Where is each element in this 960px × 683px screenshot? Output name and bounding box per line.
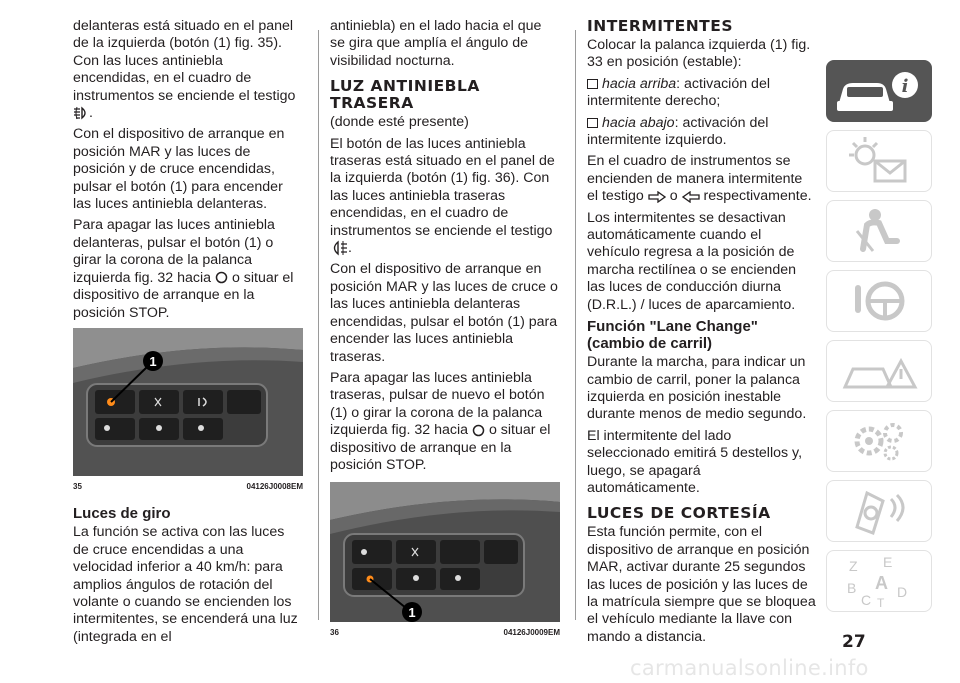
index-letters-icon [827,551,931,611]
chapter-tab-safety[interactable] [826,200,932,262]
figure-callout: 1 [149,353,157,369]
paragraph: Esta función permite, con el dispositivo de arranque en posición MAR, activar durante 25 segundos las luces de posición y las luces de la matrícula siempre que se bloquea el vehículo mediante la llave con mando a distancia. [587,524,816,645]
paragraph: Con el dispositivo de arranque en posición MAR y las luces de cruce o las luces antiniebla delanteras encendidas, pulsar el botón (1) para encender las luces antiniebla traseras. [330,261,558,365]
turn-left-arrow-icon [682,191,700,203]
chapter-tab-driving[interactable] [826,270,932,332]
paragraph-text: Para apagar las luces antiniebla traseras, pulsar de nuevo el botón (1) o girar la corona de la palanca izquierda fig. 32 hacia [330,369,545,439]
paragraph: El intermitente del lado seleccionado emitirá 5 destellos y, luego, se apagará automáticamente. [587,427,803,496]
column-1 [73,18,303,650]
paragraph: Colocar la palanca izquierda (1) fig. 33 en posición (estable): [587,37,811,71]
paragraph-text: En el cuadro de instrumentos se encienden de manera intermitente el testigo [587,153,803,205]
index-letter: B [847,580,857,596]
index-letter: A [875,573,888,593]
chapter-sidebar [826,60,932,620]
multimedia-icon [827,481,931,541]
section-heading: Luces de giro [73,505,171,523]
index-letter: Z [849,558,858,574]
figure-code: 04126J0008EM [246,481,303,491]
front-fog-light-icon [73,106,89,120]
rear-fog-light-icon [330,240,348,256]
list-item-emphasis: hacia abajo [602,114,675,131]
paragraph [330,136,560,258]
turn-right-arrow-icon [648,191,666,203]
index-letter: E [883,554,893,570]
steering-wheel-icon [827,271,931,331]
light-switch-panel-illustration [330,482,560,622]
light-switch-panel-illustration [73,328,303,476]
figure-caption [330,624,560,641]
paragraph-text: delanteras está situado en el panel de la izquierda (botón (1) fig. 35). Con las luces antiniebla encendidas, en el cuadro de instrumentos se enciende el testigo [73,18,296,104]
ring-off-icon [215,271,228,284]
paragraph-text: Para apagar las luces antiniebla delanteras, pulsar el botón (1) o girar la corona de la palanca izquierda fig. 32 hacia [73,217,275,286]
figure-callout: 1 [408,605,416,621]
paragraph [587,153,817,205]
paragraph [73,18,303,122]
paragraph [73,217,303,321]
paragraph [330,370,560,474]
paragraph-text: o situar el dispositivo de arranque en la posición STOP. [73,269,294,321]
paragraph-text: . [348,240,352,257]
warning-crash-icon [827,341,931,401]
paragraph-text: . [89,105,93,122]
chapter-tab-service[interactable] [826,410,932,472]
list-item-text: : activación del intermitente derecho; [587,75,770,110]
page-number: 27 [842,632,866,652]
chapter-tab-index[interactable] [826,550,932,612]
paragraph: (donde esté presente) [330,114,469,131]
car-info-icon [827,61,931,121]
paragraph-text: El botón de las luces antiniebla traseras está situado en el panel de la izquierda (botón (1) fig. 36). Con las luces antiniebla traseras encendidas, en el cuadro de instrumentos se enciende el testigo [330,135,555,239]
paragraph-text: respectivamente. [703,188,812,205]
paragraph: Durante la marcha, para indicar un cambio de carril, poner la palanca izquierda en posición inestable durante menos de medio segundo. [587,354,807,423]
chapter-tab-multimedia[interactable] [826,480,932,542]
index-letter: C [861,592,872,608]
section-heading: Función "Lane Change" (cambio de carril) [587,318,758,353]
section-heading: INTERMITENTES [587,17,733,35]
lights-message-icon [827,131,931,191]
paragraph: Los intermitentes se desactivan automáticamente cuando el vehículo regresa a la posición de marcha rectilínea o se encienden las luces de conducción diurna (D.R.L.) / luces de aparcamiento. [587,209,796,313]
watermark[interactable]: carmanualsonline.info [630,656,869,680]
chapter-tab-car-info[interactable] [826,60,932,122]
paragraph-text: o situar el dispositivo de arranque en la posición STOP. [330,422,551,473]
bullet-square-icon [587,79,598,89]
figure-35-light-switch-panel [73,328,303,476]
index-letter: D [897,584,908,600]
figure-36-light-switch-panel [330,482,560,622]
column-divider [318,30,319,620]
ring-off-icon [472,424,485,437]
figure-code: 04126J0009EM [503,628,560,638]
list-item-text: : activación del intermitente izquierdo. [587,114,769,149]
bullet-square-icon [587,118,598,128]
paragraph-text: o [669,188,678,205]
paragraph: Con el dispositivo de arranque en posición MAR y las luces de posición y de cruce encendidas, pulsar el botón (1) para encender las luces antiniebla delanteras. [73,126,285,213]
figure-number: 35 [73,481,82,491]
list-item [587,115,817,150]
paragraph: antiniebla) en el lado hacia el que se gira que amplía el ángulo de visibilidad nocturna. [330,18,542,69]
column-2 [330,18,560,652]
list-item [587,76,817,111]
chapter-tab-emergency[interactable] [826,340,932,402]
figure-caption [73,478,303,495]
index-letter: T [877,596,885,610]
seat-airbag-icon [827,201,931,261]
column-divider [575,30,576,620]
svg-text:i: i [901,76,909,97]
column-3 [587,18,817,650]
section-heading: LUZ ANTINIEBLA TRASERA [330,77,480,113]
chapter-tab-lights[interactable] [826,130,932,192]
section-heading: LUCES DE CORTESÍA [587,504,771,523]
list-item-emphasis: hacia arriba [602,75,677,92]
figure-number: 36 [330,628,339,638]
paragraph: La función se activa con las luces de cruce encendidas a una velocidad inferior a 40 km/h: para amplios ángulos de rotación del volante o cuando se encienden los intermitentes, se encenderá una luz (integrada en el [73,524,298,645]
service-gears-icon [827,411,931,471]
